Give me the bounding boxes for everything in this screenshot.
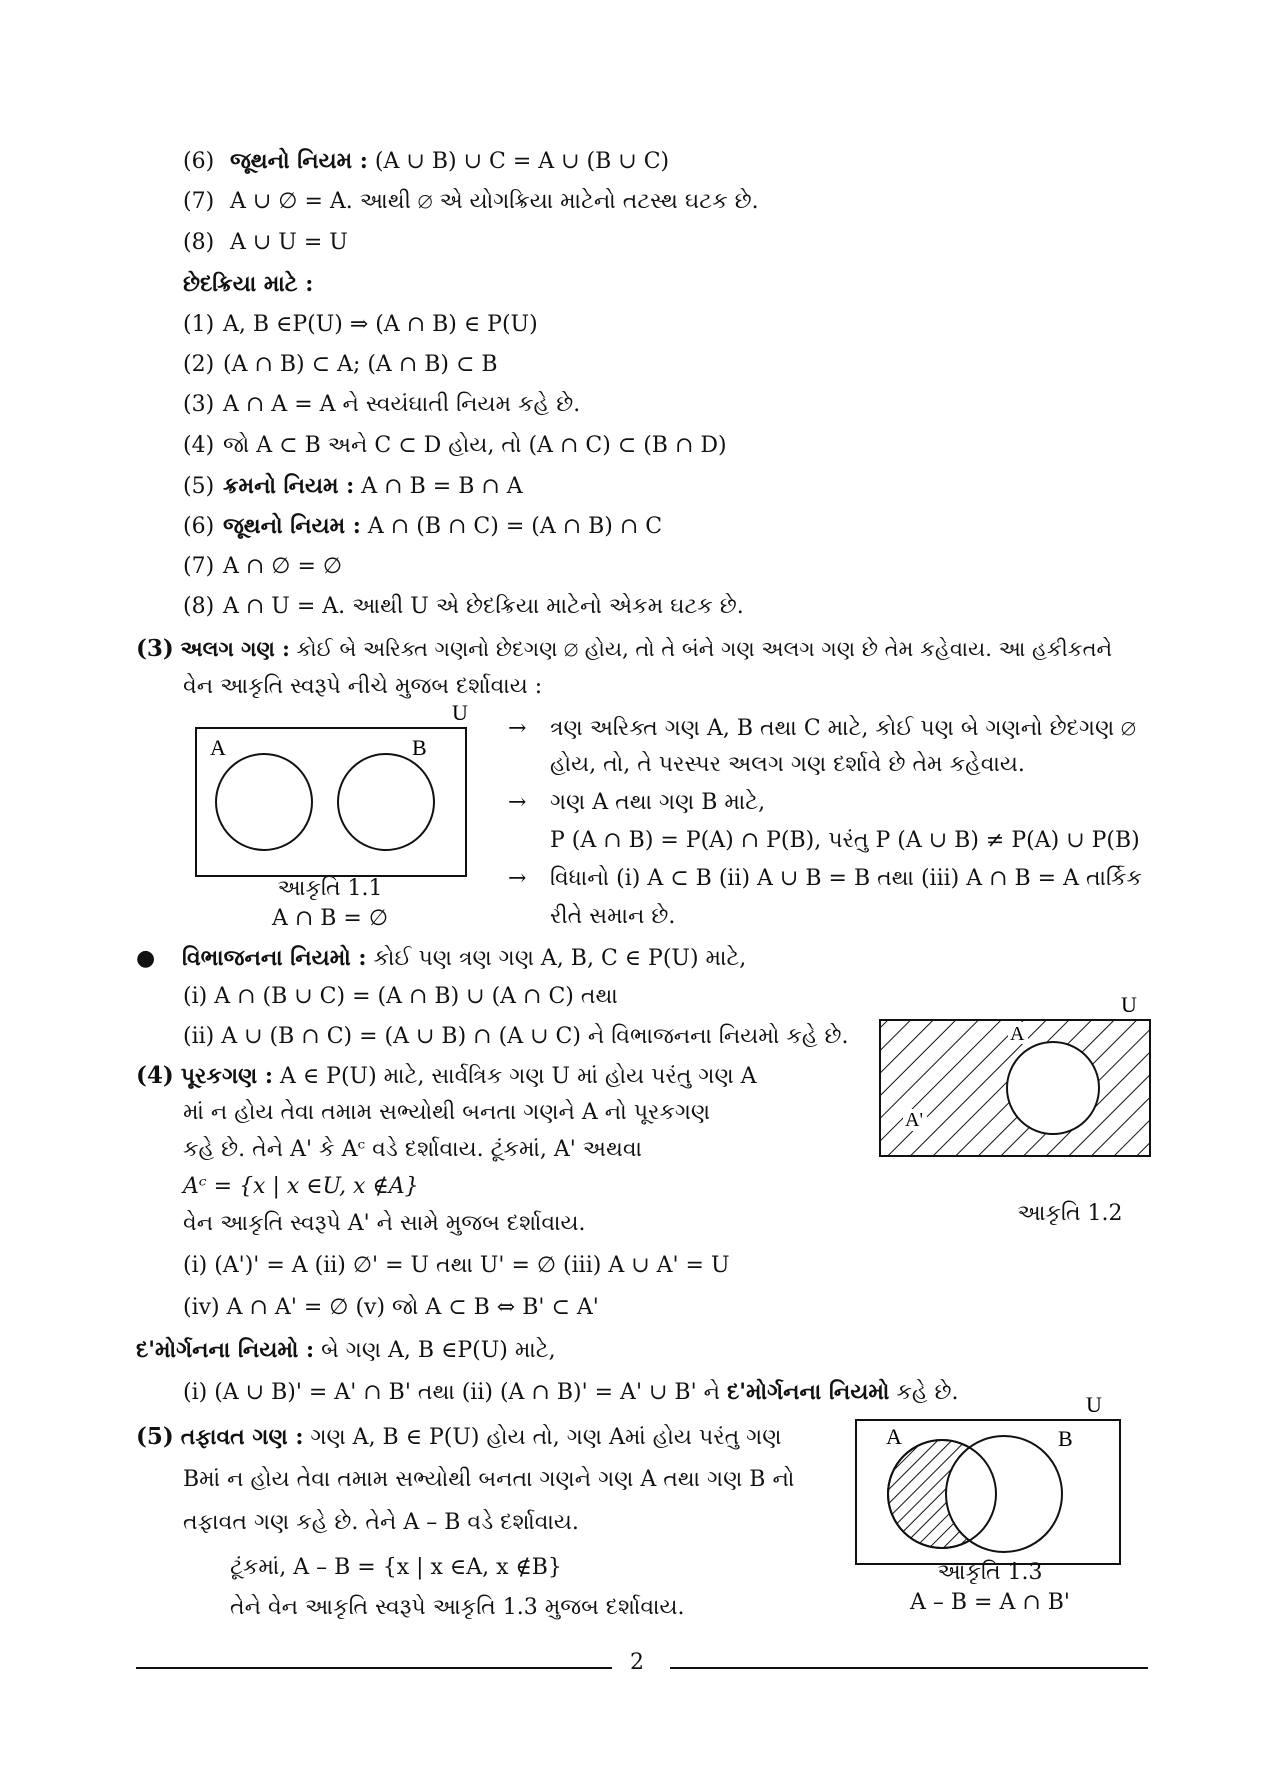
complement-line-2: માં ન હોય તેવા તમામ સભ્યોથી બનતા ગણને A નો પૂરકગણ	[183, 1100, 711, 1125]
disjoint-note-3: → ગણ A તથા ગણ B માટે,	[508, 790, 766, 815]
intersection-rule-4: (4) જો A ⊂ B અને C ⊂ D હોય, તો (A ∩ C) ⊂ (B ∩ D)	[183, 433, 727, 458]
fig3-caption-title: આકૃતિ 1.3	[937, 1560, 1043, 1585]
disjoint-note-2: હોય, તો, તે પરસ્પર અલગ ગણ દર્શાવે છે તેમ કહેવાય.	[550, 752, 1025, 777]
fig2-label-a: A	[1010, 1023, 1025, 1045]
set-a-circle	[216, 754, 312, 850]
fig1-label-b: B	[412, 735, 427, 760]
distributive-intro: ● વિભાજનના નિયમો : કોઈ પણ ત્રણ ગણ A, B, C ∈ P(U) માટે,	[136, 945, 747, 971]
fig3-label-b: B	[1058, 1426, 1073, 1451]
fig1-label-a: A	[210, 735, 226, 760]
intersection-heading: છેદક્રિયા માટે :	[183, 271, 314, 297]
fig1-caption-title: આકૃતિ 1.1	[277, 876, 383, 901]
fig3-caption-formula: A – B = A ∩ B'	[910, 1590, 1070, 1615]
fig1-caption-formula: A ∩ B = ∅	[271, 906, 389, 931]
page-number: 2	[630, 1650, 644, 1675]
venn-figure-1-2	[870, 992, 1160, 1170]
venn-figure-1-3	[846, 1390, 1136, 1570]
fig1-label-u: U	[452, 700, 468, 725]
intersection-rule-6: (6) જૂથનો નિયમ : A ∩ (B ∩ C) = (A ∩ B) ∩ C	[183, 513, 663, 539]
demorgan-laws: (i) (A ∪ B)' = A' ∩ B' તથા (ii) (A ∩ B)' = A' ∪ B' ને દ'મોર્ગનના નિયમો કહે છે.	[183, 1379, 959, 1405]
disjoint-note-5: → વિધાનો (i) A ⊂ B (ii) A ∪ B = B તથા (iii) A ∩ B = A તાર્કિક	[508, 866, 1142, 891]
intersection-rule-7: (7) A ∩ ∅ = ∅	[183, 554, 343, 579]
fig3-label-u: U	[1086, 1392, 1102, 1417]
fig2-label-u: U	[1121, 992, 1137, 1017]
intersection-rule-1: (1) A, B ∈P(U) ⇒ (A ∩ B) ∈ P(U)	[183, 312, 538, 337]
intersection-rule-2: (2) (A ∩ B) ⊂ A; (A ∩ B) ⊂ B	[183, 352, 498, 377]
difference-line-2: Bમાં ન હોય તેવા તમામ સભ્યોથી બનતા ગણને ગણ A તથા ગણ B નો	[183, 1467, 795, 1492]
disjoint-line-2: વેન આકૃતિ સ્વરૂપે નીચે મુજબ દર્શાવાય :	[183, 674, 543, 699]
difference-line-1: (5) તફાવત ગણ : ગણ A, B ∈ P(U) હોય તો, ગણ Aમાં હોય પરંતુ ગણ	[136, 1423, 782, 1450]
set-a-circle	[1007, 1042, 1099, 1134]
intersection-rule-8: (8) A ∩ U = A. આથી U એ છેદક્રિયા માટેનો એકમ ઘટક છે.	[183, 594, 744, 619]
fig2-label-a-prime: A'	[905, 1109, 924, 1131]
complement-props-1: (i) (A')' = A (ii) ∅' = U તથા U' = ∅ (iii) A ∪ A' = U	[183, 1253, 730, 1278]
fig2-caption: આકૃતિ 1.2	[1017, 1201, 1123, 1226]
set-b-circle	[946, 1436, 1062, 1552]
disjoint-note-6: રીતે સમાન છે.	[550, 904, 676, 929]
disjoint-note-4: P (A ∩ B) = P(A) ∩ P(B), પરંતુ P (A ∪ B) ≠ P(A) ∪ P(B)	[550, 828, 1140, 853]
union-rule-7: (7) A ∪ ∅ = A. આથી ∅ એ યોગક્રિયા માટેનો તટસ્થ ઘટક છે.	[183, 189, 759, 214]
complement-line-1: (4) પૂરકગણ : A ∈ P(U) માટે, સાર્વત્રિક ગણ U માં હોય પરંતુ ગણ A	[136, 1062, 757, 1089]
complement-line-4: Aᶜ = {x | x ∈U, x ∉A}	[183, 1174, 419, 1199]
fig3-label-a: A	[886, 1424, 902, 1449]
footer-rule-right	[670, 1667, 1148, 1669]
disjoint-note-1: → ત્રણ અરિક્ત ગણ A, B તથા C માટે, કોઈ પણ બે ગણનો છેદગણ ∅	[508, 716, 1136, 741]
set-b-circle	[338, 754, 434, 850]
distributive-law-1: (i) A ∩ (B ∪ C) = (A ∩ B) ∪ (A ∩ C) તથા	[183, 984, 618, 1009]
complement-props-2: (iv) A ∩ A' = ∅ (v) જો A ⊂ B ⇔ B' ⊂ A'	[183, 1295, 599, 1320]
venn-figure-1-1	[190, 700, 480, 880]
difference-line-4: ટૂંકમાં, A – B = {x | x ∈A, x ∉B}	[230, 1555, 562, 1580]
intersection-rule-3: (3) A ∩ A = A ને સ્વયંઘાતી નિયમ કહે છે.	[183, 392, 581, 417]
footer-rule-left	[136, 1667, 612, 1669]
difference-line-3: તફાવત ગણ કહે છે. તેને A – B વડે દર્શાવાય.	[183, 1510, 579, 1535]
union-rule-8: (8) A ∪ U = U	[183, 230, 348, 255]
difference-line-5: તેને વેન આકૃતિ સ્વરૂપે આકૃતિ 1.3 મુજબ દર્શાવાય.	[230, 1595, 685, 1620]
distributive-law-2: (ii) A ∪ (B ∩ C) = (A ∪ B) ∩ (A ∪ C) ને વિભાજનના નિયમો કહે છે.	[183, 1024, 849, 1049]
complement-line-5: વેન આકૃતિ સ્વરૂપે A' ને સામે મુજબ દર્શાવાય.	[183, 1211, 586, 1236]
disjoint-line-1: (3) અલગ ગણ : કોઈ બે અરિક્ત ગણનો છેદગણ ∅ હોય, તો તે બંને ગણ અલગ ગણ છે તેમ કહેવાય. આ હકીકતને	[136, 635, 1113, 662]
union-rule-6: (6) જૂથનો નિયમ : (A ∪ B) ∪ C = A ∪ (B ∪ C)	[183, 148, 670, 174]
complement-line-3: કહે છે. તેને A' કે Aᶜ વડે દર્શાવાય. ટૂંકમાં, A' અથવા	[183, 1137, 642, 1162]
intersection-rule-5: (5) ક્રમનો નિયમ : A ∩ B = B ∩ A	[183, 473, 523, 499]
demorgan-intro: દ'મોર્ગનના નિયમો : બે ગણ A, B ∈P(U) માટે,	[136, 1337, 556, 1363]
